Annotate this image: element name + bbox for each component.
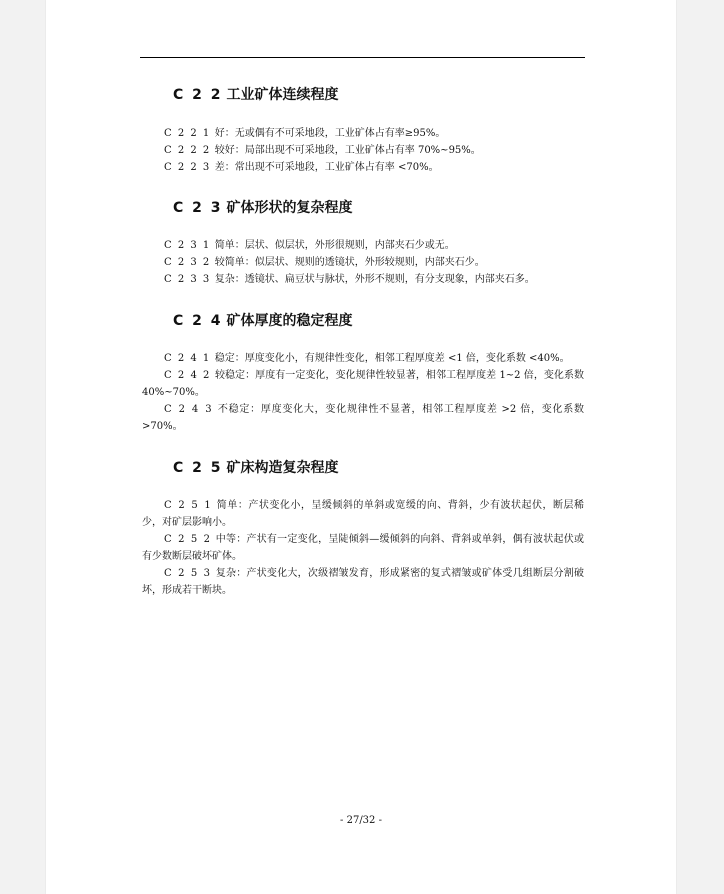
item-c221: C 2 2 1 好：无或偶有不可采地段，工业矿体占有率≥95%。 bbox=[164, 128, 446, 139]
page-number: - 27/32 - bbox=[340, 815, 382, 826]
item-c253: C 2 5 3 复杂：产状变化大，次级褶皱发育，形成紧密的复式褶皱或矿体受几组断层分割破坏，形成若干断块。 bbox=[142, 568, 584, 596]
section-items-c25 bbox=[142, 497, 584, 599]
item-c252: C 2 5 2 中等：产状有一定变化，呈陡倾斜—缓倾斜的向斜、背斜或单斜，偶有波状起伏或有少数断层破坏矿体。 bbox=[142, 534, 584, 562]
section-heading-c25: C 2 5 矿床构造复杂程度 bbox=[173, 460, 339, 476]
item-c223: C 2 2 3 差：常出现不可采地段，工业矿体占有率 <70%。 bbox=[164, 162, 439, 173]
item-c243: C 2 4 3 不稳定：厚度变化大，变化规律性不显著，相邻工程厚度差 >2 倍，变化系数 >70%。 bbox=[142, 404, 584, 432]
item-c251: C 2 5 1 简单：产状变化小，呈缓倾斜的单斜或宽缓的向、背斜，少有波状起伏，断层稀少，对矿层影响小。 bbox=[142, 500, 584, 528]
item-c242: C 2 4 2 较稳定：厚度有一定变化，变化规律性较显著，相邻工程厚度差 1~2 倍，变化系数 40%~70%。 bbox=[142, 370, 584, 398]
item-c233: C 2 3 3 复杂：透镜状、扁豆状与脉状，外形不规则，有分支现象，内部夹石多。 bbox=[164, 274, 535, 285]
section-heading-c23: C 2 3 矿体形状的复杂程度 bbox=[173, 200, 353, 216]
section-heading-c22: C 2 2 工业矿体连续程度 bbox=[173, 87, 339, 103]
item-c222: C 2 2 2 较好：局部出现不可采地段，工业矿体占有率 70%~95%。 bbox=[164, 145, 481, 156]
section-items-c23 bbox=[142, 237, 584, 288]
section-items-c22 bbox=[142, 125, 584, 176]
section-items-c24 bbox=[142, 350, 584, 435]
header-rule bbox=[140, 57, 585, 58]
item-c231: C 2 3 1 简单：层状、似层状，外形很规则，内部夹石少或无。 bbox=[164, 240, 455, 251]
item-c241: C 2 4 1 稳定：厚度变化小，有规律性变化，相邻工程厚度差 <1 倍，变化系数 <40%。 bbox=[164, 353, 570, 364]
section-heading-c24: C 2 4 矿体厚度的稳定程度 bbox=[173, 313, 353, 329]
item-c232: C 2 3 2 较简单：似层状、规则的透镜状，外形较规则，内部夹石少。 bbox=[164, 257, 485, 268]
document-page bbox=[46, 0, 676, 894]
